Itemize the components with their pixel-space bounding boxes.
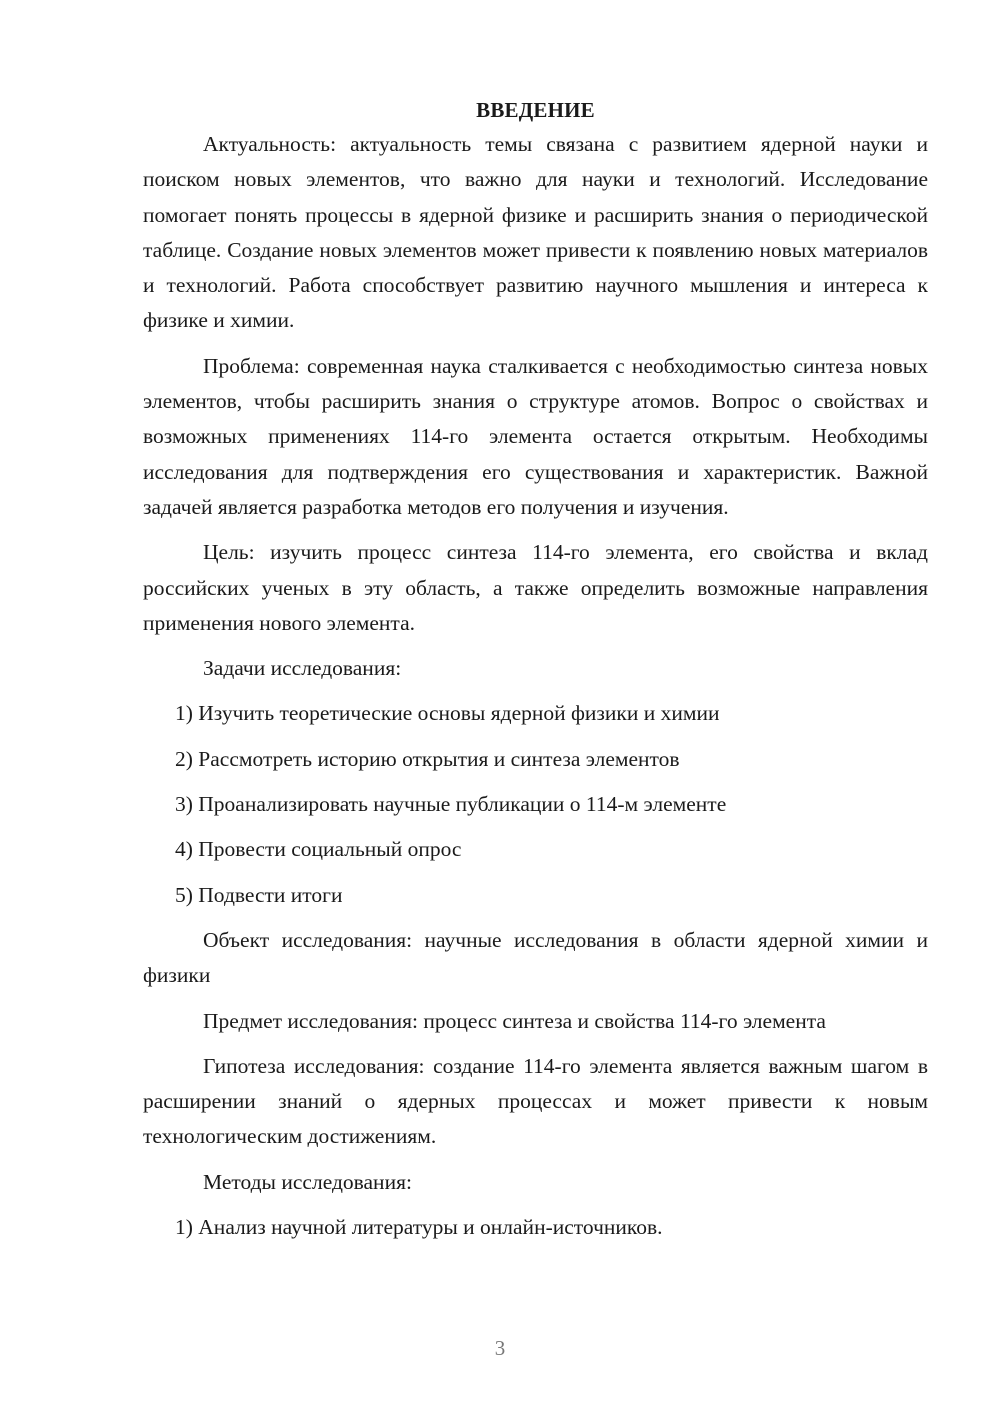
tasks-heading: Задачи исследования: xyxy=(203,656,402,681)
methods-heading: Методы исследования: xyxy=(203,1169,412,1194)
list-item: 1) Изучить теоретические основы ядерной физики и химии xyxy=(175,701,720,726)
relevance-paragraph: Актуальность: актуальность темы связана с развитием ядерной науки и поиском новых элементов, что важно для науки и технологий. Исследование помогает понять процессы в ядерной физике и расширить знания о периодической таблице. Создание новых элементов может привести к появлению новых материалов и технологий. Работа способствует развитию научного мышления и интереса к физике и химии. xyxy=(143,132,928,333)
page-title: ВВЕДЕНИЕ xyxy=(476,98,595,122)
document-page xyxy=(143,96,928,1255)
goal-paragraph: Цель: изучить процесс синтеза 114-го элемента, его свойства и вклад российских ученых в эту область, а также определить возможные направления применения нового элемента. xyxy=(143,540,928,635)
list-item: 3) Проанализировать научные публикации о 114-м элементе xyxy=(175,792,727,817)
list-item: 1) Анализ научной литературы и онлайн-источников. xyxy=(175,1215,663,1240)
list-item: 2) Рассмотреть историю открытия и синтеза элементов xyxy=(175,746,680,771)
methods-list xyxy=(143,1210,928,1245)
list-item: 5) Подвести итоги xyxy=(175,882,343,907)
subject-paragraph: Предмет исследования: процесс синтеза и свойства 114-го элемента xyxy=(203,1008,826,1033)
object-paragraph: Объект исследования: научные исследования в области ядерной химии и физики xyxy=(143,927,928,988)
hypothesis-paragraph: Гипотеза исследования: создание 114-го элемента является важным шагом в расширении знаний о ядерных процессах и может привести к новым технологическим достижениям. xyxy=(143,1053,928,1149)
tasks-list xyxy=(143,696,928,912)
page-number: 3 xyxy=(494,1336,506,1360)
list-item: 4) Провести социальный опрос xyxy=(175,837,462,862)
problem-paragraph: Проблема: современная наука сталкивается с необходимостью синтеза новых элементов, чтобы расширить знания о структуре атомов. Вопрос о свойствах и возможных применениях 114-го элемента остается открытым. Необходимы исследования для подтверждения его существования и характеристик. Важной задачей является разработка методов его получения и изучения. xyxy=(143,353,928,519)
